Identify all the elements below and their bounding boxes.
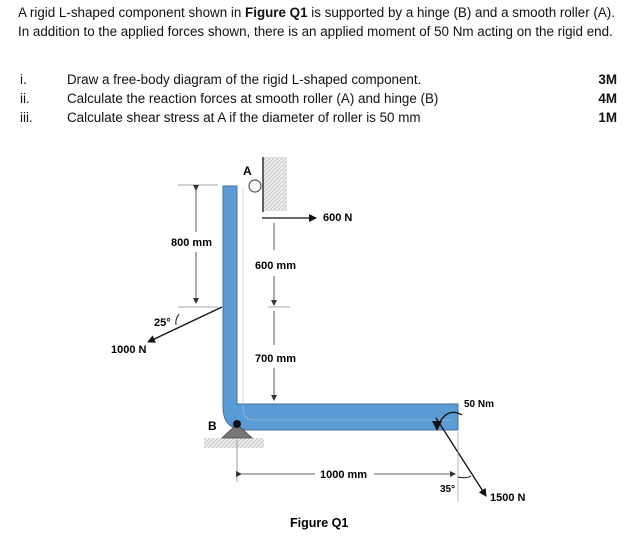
force-600-label: 600 N: [323, 212, 353, 224]
angle-35-label: 35°: [440, 484, 456, 495]
figure-reference: Figure Q1: [245, 5, 308, 20]
question-marks: 3M: [598, 72, 617, 87]
hinge-pin: [233, 420, 241, 428]
moment-label: 50 Nm: [464, 399, 495, 410]
question-number: ii.: [20, 91, 30, 106]
angle-25-arc: [176, 314, 179, 325]
force-1000-label: 1000 N: [111, 344, 147, 356]
question-marks: 4M: [598, 91, 617, 106]
roller-a: [249, 180, 261, 192]
dim-700-label: 700 mm: [255, 353, 296, 365]
question-number: i.: [20, 72, 27, 87]
figure-caption: Figure Q1: [290, 516, 349, 530]
force-1500-label: 1500 N: [490, 492, 526, 504]
angle-25-label: 25°: [154, 317, 171, 329]
question-marks: 1M: [598, 110, 617, 125]
intro-part1: A rigid L-shaped component shown in: [18, 5, 246, 20]
dim-800-label: 800 mm: [171, 237, 212, 249]
wall-support: [263, 157, 287, 211]
ground-support: [204, 438, 264, 448]
label-a: A: [243, 164, 252, 178]
question-text: Draw a free-body diagram of the rigid L-shaped component.: [67, 72, 422, 87]
question-text: Calculate the reaction forces at smooth roller (A) and hinge (B): [67, 91, 439, 106]
question-number: iii.: [20, 110, 33, 125]
intro-part2: is supported by a hinge (B) and a smooth roller (A). In addition to the applied forces shown, there is an applied moment of 50 Nm acting on the rigid end.: [18, 5, 615, 39]
dim-600-label: 600 mm: [255, 260, 296, 272]
question-text: Calculate shear stress at A if the diameter of roller is 50 mm: [67, 110, 421, 125]
label-b: B: [208, 419, 217, 433]
angle-35-arc: [458, 476, 471, 478]
dim-1000-label: 1000 mm: [320, 469, 368, 481]
